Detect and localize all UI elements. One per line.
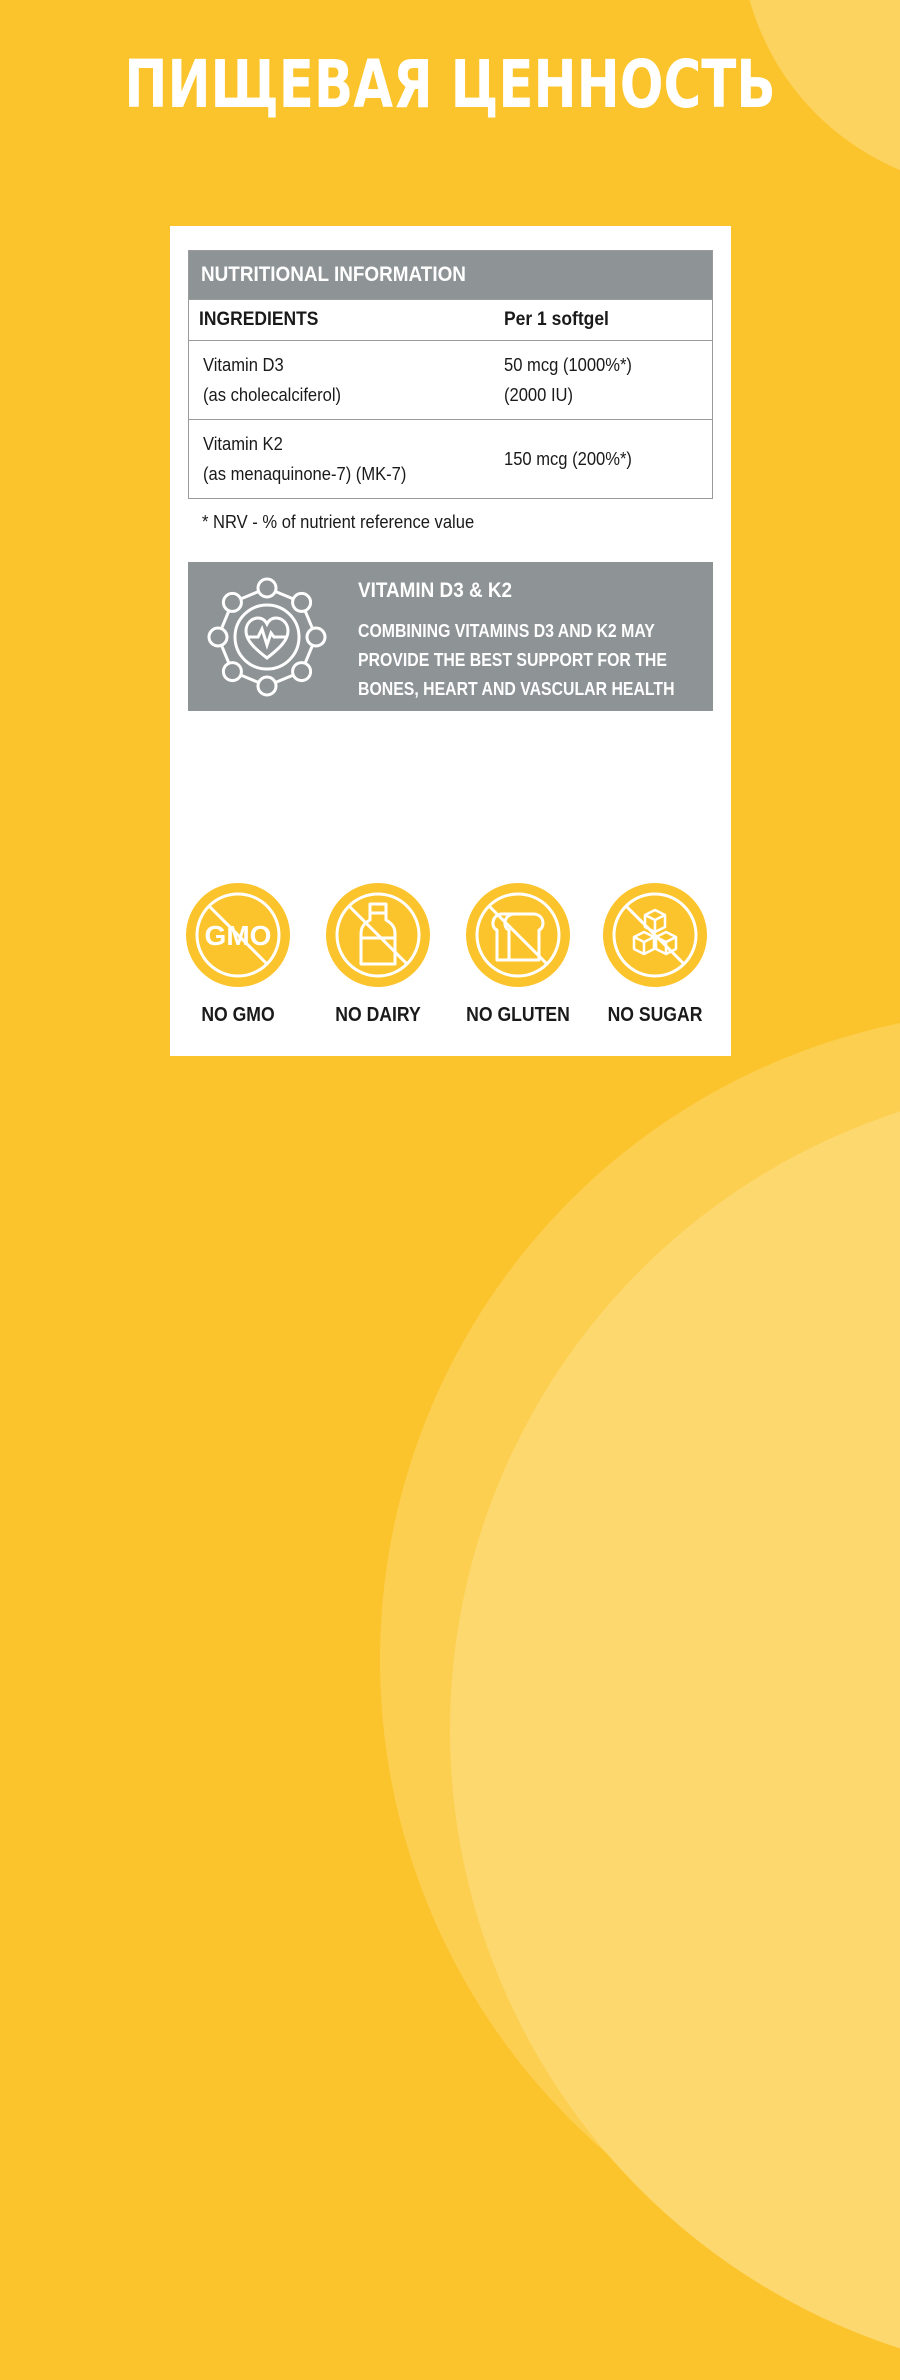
- table-row: [189, 340, 712, 419]
- ingredient-amount-iu: (2000 IU): [504, 385, 574, 405]
- footnote: * NRV - % of nutrient reference value: [202, 512, 475, 532]
- gmo-icon: [185, 882, 291, 988]
- ingredient-form: (as menaquinone-7) (MK-7): [203, 464, 407, 484]
- info-card: [170, 226, 731, 1056]
- nutrition-table: [188, 250, 713, 499]
- bread-icon: [465, 882, 571, 988]
- badge-no-gluten: [458, 882, 578, 1027]
- ingredient-name: Vitamin K2: [203, 434, 283, 454]
- promo-title: VITAMIN D3 & K2: [358, 579, 513, 602]
- promo-text-line: COMBINING VITAMINS D3 AND K2 MAY: [358, 621, 655, 641]
- badge-label: NO SUGAR: [607, 1004, 703, 1026]
- badge-label: NO GMO: [201, 1004, 275, 1026]
- promo-text-line: BONES, HEART AND VASCULAR HEALTH: [358, 679, 675, 699]
- heart-molecule-icon: [206, 576, 328, 698]
- ingredient-amount: 150 mcg (200%*): [504, 449, 632, 469]
- badge-no-dairy: [318, 882, 438, 1027]
- ingredient-name: Vitamin D3: [203, 355, 284, 375]
- promo-text: [358, 617, 738, 704]
- ingredient-amount: 50 mcg (1000%*): [504, 355, 632, 375]
- column-header-ingredients: INGREDIENTS: [199, 309, 319, 330]
- badge-label: NO GLUTEN: [466, 1004, 570, 1026]
- nutrition-table-header: [189, 251, 712, 299]
- ingredient-form: (as cholecalciferol): [203, 385, 342, 405]
- badge-no-sugar: [595, 882, 715, 1027]
- nutrition-table-title: NUTRITIONAL INFORMATION: [201, 263, 466, 286]
- promo-text-line: PROVIDE THE BEST SUPPORT FOR THE: [358, 650, 667, 670]
- table-row: [189, 419, 712, 498]
- milk-bottle-icon: [325, 882, 431, 988]
- gmo-icon-text: GMO: [204, 920, 272, 951]
- badge-label: NO DAIRY: [335, 1004, 421, 1026]
- page-title: ПИЩЕВАЯ ЦЕННОСТЬ: [124, 46, 776, 123]
- table-header-row: [189, 299, 712, 340]
- badge-no-gmo: [178, 882, 298, 1027]
- column-header-amount: Per 1 softgel: [504, 309, 609, 330]
- sugar-cubes-icon: [602, 882, 708, 988]
- promo-banner: [188, 562, 713, 711]
